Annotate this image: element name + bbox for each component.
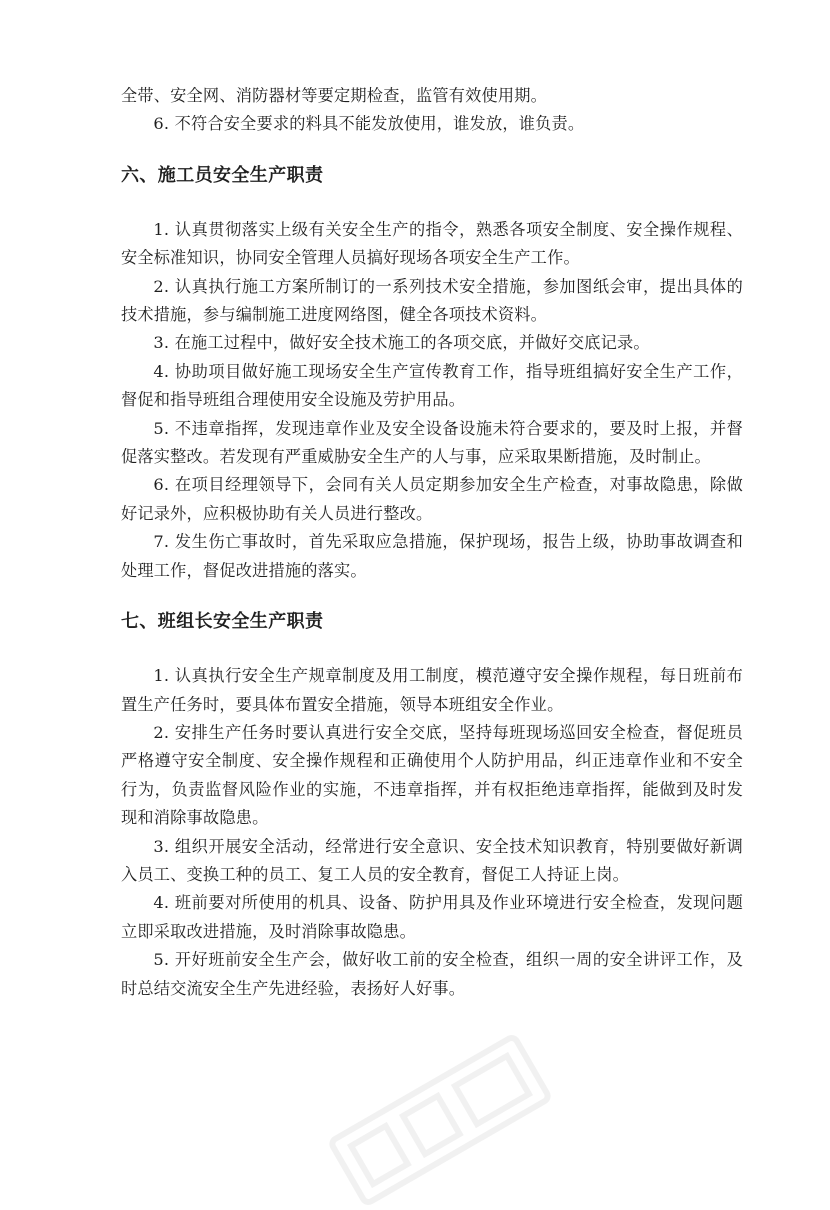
section-6-item-3: 3. 在施工过程中，做好安全技术施工的各项交底，并做好交底记录。 <box>153 333 650 353</box>
document-body <box>121 82 743 1003</box>
section-7-heading: 七、班组长安全生产职责 <box>121 611 324 633</box>
section-6-item-7: 7. 发生伤亡事故时，首先采取应急措施，保护现场，报告上级，协助事故调查和处理工作，督促改进措施的落实。 <box>121 532 743 580</box>
section-6-item-6: 6. 在项目经理领导下，会同有关人员定期参加安全生产检查，对事故隐患，除做好记录外，应积极协助有关人员进行整改。 <box>121 475 743 523</box>
section-6-item-4: 4. 协助项目做好施工现场安全生产宣传教育工作，指导班组搞好安全生产工作，督促和指导班组合理使用安全设施及劳护用品。 <box>121 361 743 410</box>
section-6-heading: 六、施工员安全生产职责 <box>121 164 324 186</box>
carryover-item-6: 6. 不符合安全要求的料具不能发放使用，谁发放，谁负责。 <box>153 114 585 134</box>
carryover-line: 全带、安全网、消防器材等要定期检查，监管有效使用期。 <box>121 86 548 105</box>
section-6-item-1: 1. 认真贯彻落实上级有关安全生产的指令，熟悉各项安全制度、安全操作规程、安全标准知识，协同安全管理人员搞好现场各项安全生产工作。 <box>121 219 743 268</box>
section-7-item-2: 2. 安排生产任务时要认真进行安全交底，坚持每班现场巡回安全检查，督促班员严格遵守安全制度、安全操作规程和正确使用个人防护用品，纠正违章作业和不安全行为，负责监督风险作业的实施，不违章指挥，并有权拒绝违章指挥，能做到及时发现和消除事故隐患。 <box>121 722 743 828</box>
section-7-item-5: 5. 开好班前安全生产会，做好收工前的安全检查，组织一周的安全讲评工作，及时总结交流安全生产先进经验，表扬好人好事。 <box>121 950 743 998</box>
watermark-graphic <box>325 1030 556 1209</box>
section-7-item-4: 4. 班前要对所使用的机具、设备、防护用具及作业环境进行安全检查，发现问题立即采取改进措施，及时消除事故隐患。 <box>121 893 743 941</box>
section-6-item-5: 5. 不违章指挥，发现违章作业及安全设备设施未符合要求的，要及时上报，并督促落实整改。若发现有严重威胁安全生产的人与事，应采取果断措施，及时制止。 <box>121 418 743 467</box>
section-7-item-1: 1. 认真执行安全生产规章制度及用工制度，模范遵守安全操作规程，每日班前布置生产任务时，要具体布置安全措施，领导本班组安全作业。 <box>121 666 743 714</box>
section-7-item-3: 3. 组织开展安全活动，经常进行安全意识、安全技术知识教育，特别要做好新调入员工、变换工种的员工、复工人员的安全教育，督促工人持证上岗。 <box>121 836 743 884</box>
section-6-item-2: 2. 认真执行施工方案所制订的一系列技术安全措施，参加图纸会审，提出具体的技术措施，参与编制施工进度网络图，健全各项技术资料。 <box>121 276 743 325</box>
